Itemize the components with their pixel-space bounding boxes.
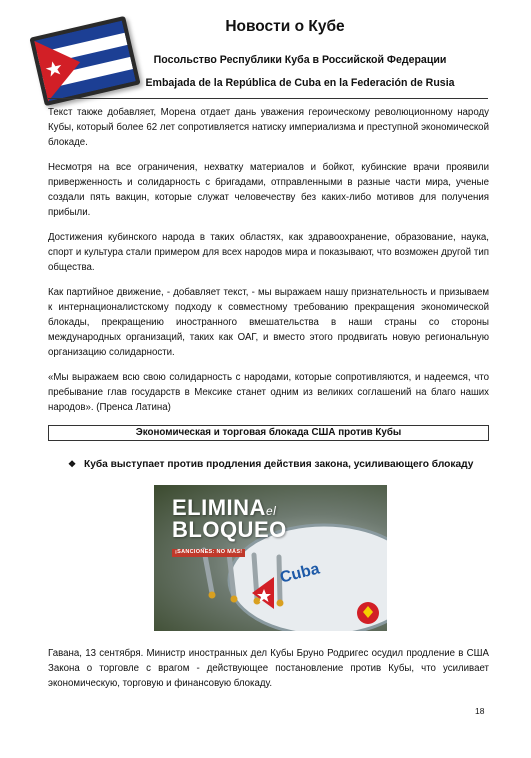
header-divider xyxy=(48,98,488,99)
photo-line1: ELIMINA xyxy=(172,495,266,520)
page-number: 18 xyxy=(475,706,485,716)
page-title: Новости о Кубе xyxy=(225,18,345,35)
photo-line2: BLOQUEO xyxy=(172,517,287,542)
embassy-name-es: Embajada de la República de Cuba en la Federación de Rusia xyxy=(145,77,455,89)
photo-line1-small: el xyxy=(265,504,277,518)
diamond-bullet-icon: ❖ xyxy=(68,459,77,469)
paragraph: Текст также добавляет, Морена отдает дань уважения героическому революционному народу Кубы, который более 62 лет сопротивляется натиску империализма и преступной экономической блокаде. xyxy=(48,107,489,148)
embassy-name-ru: Посольство Республики Куба в Российской Федерации xyxy=(153,54,447,66)
paragraph: Достижения кубинского народа в таких областях, как здравоохранение, образование, наука, спорт и культура стали примером для всех народов мира и показывают, что возможен другой тип общества. xyxy=(48,232,489,273)
paragraph: «Мы выражаем всю свою солидарность с народами, которые сопротивляются, и надеемся, что пребывание глав государств в Мексике станет одним из великих соглашений на благо наших народов». (Пренса Латина) xyxy=(48,372,489,413)
photo-caption-overlay xyxy=(172,497,287,557)
photo-tagline: ¡SANCIONES: NO MÁS! xyxy=(172,549,245,557)
paragraph: Несмотря на все ограничения, нехватку материалов и бойкот, кубинские врачи проявили приверженность и солидарность с бригадами, отправленными в разные части мира, ученые создали пять вакцин, которые служат человечеству без каких-либо мотивов для получения прибыли. xyxy=(48,162,489,218)
headline-text: Куба выступает против продления действия закона, усиливающего блокаду xyxy=(84,459,474,470)
section-heading: Экономическая и торговая блокада США против Кубы xyxy=(48,425,489,441)
article-photo xyxy=(154,485,387,631)
closing-paragraph: Гавана, 13 сентября. Министр иностранных дел Кубы Бруно Родригес осудил продление в США Закона о торговле с врагом - действующее постановление против Кубы, что усиливает экономическую, торговую и финансовую блокаду. xyxy=(48,648,489,689)
article-headline xyxy=(68,457,488,472)
paragraph: Как партийное движение, - добавляет текст, - мы выражаем нашу признательность и призываем к интернационалистскому подходу к совместному требованию прекращения экономической блокады, прекращению иностранного вмешательства в наши страны со стороны международных организаций, таких как ОАГ, и вместо этого продвигать новую региональную организацию солидарности. xyxy=(48,287,489,358)
photo-emblem-text: Cuba xyxy=(278,560,322,587)
article-body xyxy=(48,105,489,425)
